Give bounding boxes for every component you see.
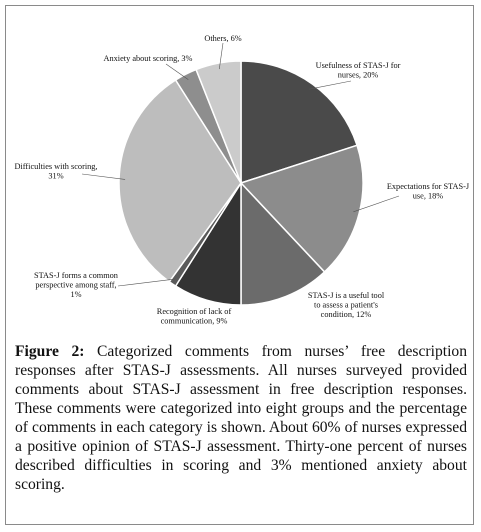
slice-label: Anxiety about scoring, 3%	[103, 54, 193, 63]
slice-label: Recognition of lack of communication, 9%	[156, 307, 232, 326]
pie-chart	[6, 6, 475, 336]
slice-label: STAS-J is a useful tool to assess a patient's condition, 12%	[307, 291, 385, 319]
figure-panel	[5, 5, 474, 525]
figure-caption	[15, 342, 467, 494]
slice-label: Expectations for STAS-J use, 18%	[386, 182, 470, 201]
figure-label: Figure 2:	[15, 343, 85, 360]
leader-line	[309, 81, 351, 89]
slice-label: Difficulties with scoring, 31%	[14, 162, 98, 181]
leader-line	[166, 64, 188, 80]
slice-label: Others, 6%	[204, 34, 242, 43]
caption-text: Categorized comments from nurses’ free description responses after STAS-J assessments. All nurses surveyed provided comments about STAS-J assessment in free description responses. These comments were categorized into eight groups and the percentage of comments in each category is shown. About 60% of nurses expressed a positive opinion of STAS-J assessment. Thirty-one percent of nurses described difficulties in scoring and 3% mentioned anxiety about scoring.	[15, 343, 468, 493]
leader-line	[118, 279, 176, 286]
slice-label: Usefulness of STAS-J for nurses, 20%	[315, 61, 401, 80]
slice-label: STAS-J forms a common perspective among staff, 1%	[34, 271, 118, 299]
